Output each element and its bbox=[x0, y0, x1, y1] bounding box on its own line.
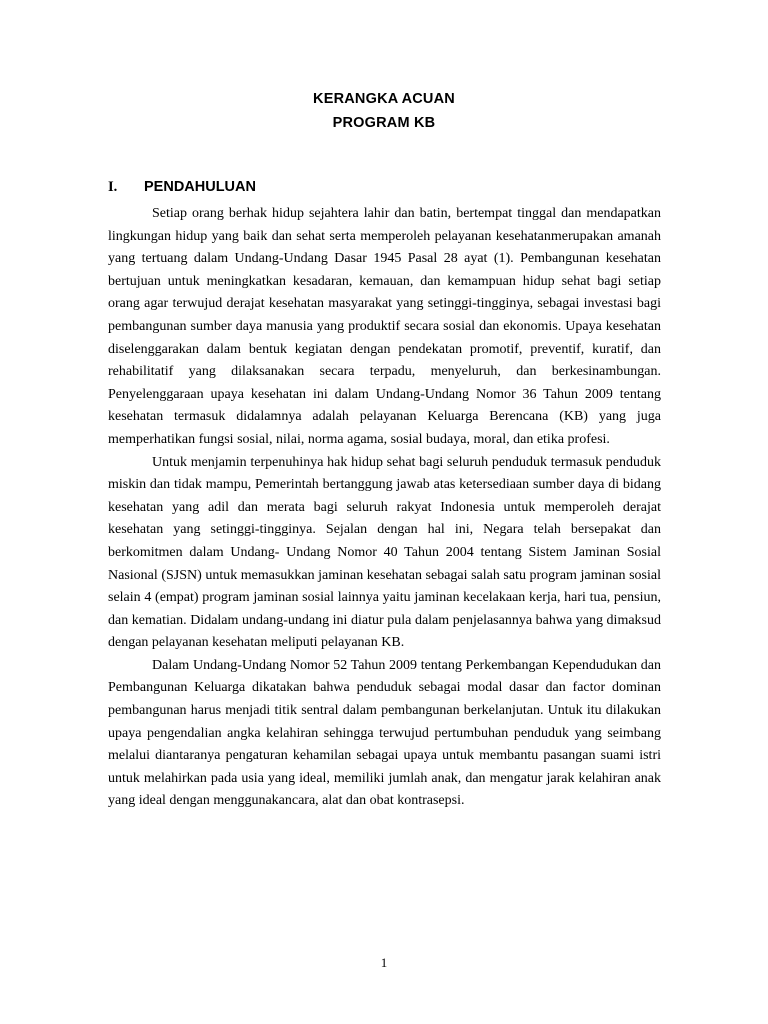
document-title-line-2: PROGRAM KB bbox=[332, 115, 436, 131]
section-number: I. bbox=[108, 179, 118, 195]
paragraph-2: Untuk menjamin terpenuhinya hak hidup sehat bagi seluruh penduduk termasuk penduduk miskin dan tidak mampu, Pemerintah bertanggung jawab atas ketersediaan sumber daya di bidang kesehatan yang adil dan merata bagi seluruh rakyat Indonesia untuk memperoleh derajat kesehatan yang setinggi-tingginya. Sejalan dengan hal ini, Negara telah bersepakat dan berkomitmen dalam Undang- Undang Nomor 40 Tahun 2004 tentang Sistem Jaminan Sosial Nasional (SJSN) untuk memasukkan jaminan kesehatan sebagai salah satu program jaminan sosial selain 4 (empat) program jaminan sosial lainnya yaitu jaminan kecelakaan kerja, hari tua, pensiun, dan kematian. Didalam undang-undang ini diatur pula dalam penjelasannya bahwa yang dimaksud dengan pelayanan kesehatan meliputi pelayanan KB. bbox=[108, 454, 661, 651]
page-number: 1 bbox=[380, 955, 388, 970]
body-text bbox=[108, 203, 661, 813]
paragraph-1: Setiap orang berhak hidup sejahtera lahir dan batin, bertempat tinggal dan mendapatkan lingkungan hidup yang baik dan sehat serta memperoleh pelayanan kesehatanmerupakan amanah yang tertuang dalam Undang-Undang Dasar 1945 Pasal 28 ayat (1). Pembangunan kesehatan bertujuan untuk meningkatkan kesadaran, kemauan, dan kemampuan hidup sehat bagi setiap orang agar terwujud derajat kesehatan masyarakat yang setinggi-tingginya, sebagai investasi bagi pembangunan sumber daya manusia yang produktif secara sosial dan ekonomis. Upaya kesehatan diselenggarakan dalam bentuk kegiatan dengan pendekatan promotif, preventif, kuratif, dan rehabilitatif yang dilaksanakan secara terpadu, menyeluruh, dan berkesinambungan. Penyelenggaraan upaya kesehatan ini dalam Undang-Undang Nomor 36 Tahun 2009 tentang kesehatan termasuk didalamnya adalah pelayanan Keluarga Berencana (KB) yang juga memperhatikan fungsi sosial, nilai, norma agama, sosial budaya, moral, dan etika profesi. bbox=[108, 206, 661, 447]
section-title: PENDAHULUAN bbox=[144, 179, 256, 195]
document-title-line-1: KERANGKA ACUAN bbox=[313, 91, 455, 107]
paragraph-3: Dalam Undang-Undang Nomor 52 Tahun 2009 tentang Perkembangan Kependudukan dan Pembangunan Keluarga dikatakan bahwa penduduk sebagai modal dasar dan factor dominan pembangunan harus menjadi titik sentral dalam pembangunan berkelanjutan. Untuk itu dilakukan upaya pengendalian angka kelahiran sehingga terwujud pertumbuhan penduduk yang seimbang melalui diantaranya pengaturan kehamilan sebagai upaya untuk membantu pasangan suami istri untuk melahirkan pada usia yang ideal, memiliki jumlah anak, dan mengatur jarak kelahiran anak yang ideal dengan menggunakancara, alat dan obat kontrasepsi. bbox=[108, 657, 661, 809]
